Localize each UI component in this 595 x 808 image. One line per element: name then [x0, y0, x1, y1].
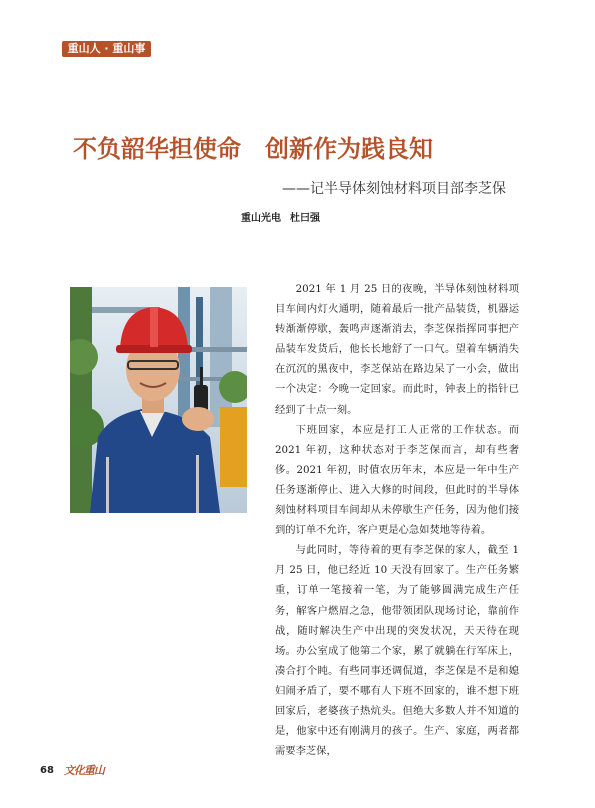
article-subtitle: ——记半导体刻蚀材料项目部李芝保: [282, 181, 506, 197]
article-body: [275, 279, 519, 761]
article-paragraph: 下班回家，本应是打工人正常的工作状态。而 2021 年初，这种状态对于李芝保而言，却有些奢侈。2021 年初，时值农历年末，本应是一年中生产任务逐渐停止、进入大修的时间段，但此时的半导体刻蚀材料项目车间却从未停歇生产任务，因为他们接到的订单不允许，客户更是心急如焚地等待着。: [275, 423, 519, 537]
magazine-logo: 文化重山: [63, 764, 104, 777]
page-footer: [40, 762, 104, 778]
portrait-photo: [70, 287, 247, 513]
section-tag: 重山人 · 重山事: [62, 41, 151, 57]
page-number: 68: [40, 764, 54, 776]
byline-author: 杜曰强: [290, 213, 320, 224]
article-paragraph: 与此同时，等待着的更有李芝保的家人，截至 1 月 25 日，他已经近 10 天没有回家了。生产任务繁重，订单一笔接着一笔，为了能够圆满完成生产任务，解客户燃眉之急，他带领团队现场讨论，靠前作战，随时解决生产中出现的突发状况，天天待在现场。办公室成了他第二个家，累了就躺在行军床上，凑合打个盹。有些同事还调侃道，李芝保是不是和媳妇闹矛盾了，要不哪有人下班不回家的，谁不想下班回家后，老婆孩子热炕头。但绝大多数人并不知道的是，他家中还有刚满月的孩子。生产、家庭，两者都需要李芝保，: [275, 544, 519, 758]
article-paragraph: 2021 年 1 月 25 日的夜晚，半导体刻蚀材料项目车间内灯火通明，随着最后一批产品装货，机器运转渐渐停歇，轰鸣声逐渐消去，李芝保指挥同事把产品装车发货后，他长长地舒了一口气。望着车辆消失在沉沉的黑夜中，李芝保站在路边呆了一小会，做出一个决定：今晚一定回家。而此时，钟表上的指针已经到了十点一刻。: [275, 283, 519, 416]
byline-org: 重山光电: [241, 213, 281, 224]
byline: [241, 209, 329, 224]
article-title: 不负韶华担使命 创新作为践良知: [73, 135, 433, 163]
worker-portrait-illustration: [70, 287, 247, 513]
